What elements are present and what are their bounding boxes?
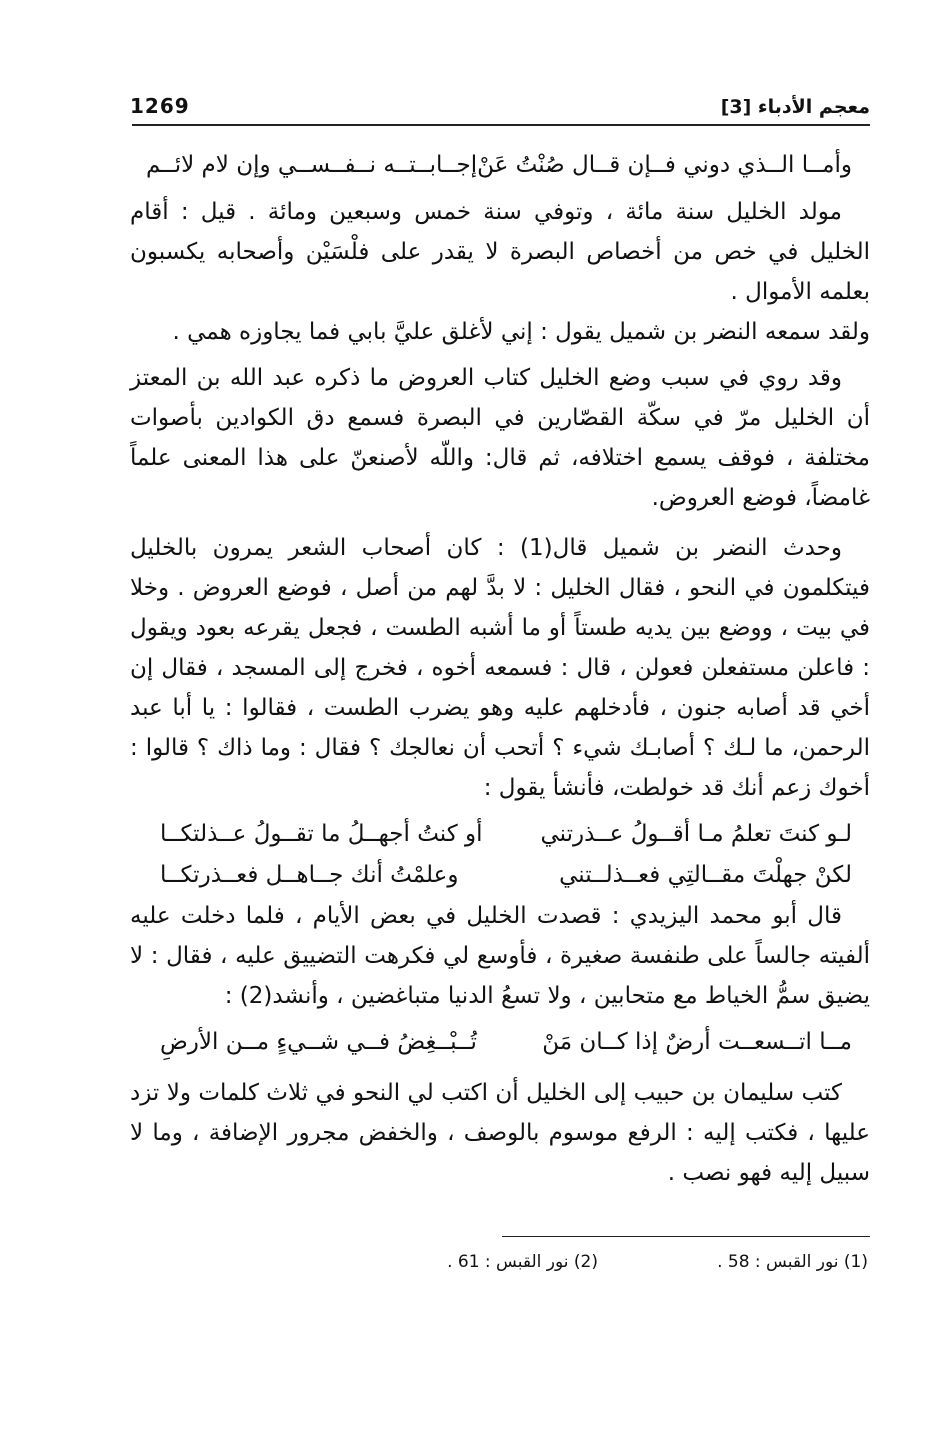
verse-line [130,1022,870,1063]
footnote-2: (2) نور القبس : 61 . [447,1252,598,1272]
paragraph: قال أبو محمد اليزيدي : قصدت الخليل في بعض الأيام ، فلما دخلت عليه ألفيته جالساً على طنفسة صغيرة ، فأوسع لي فكرهت التضييق عليه ، فقال : لا يضيق سمُّ الخياط مع متحابين ، ولا تسعُ الدنيا متباغضين ، وأنشد(2) : [130,903,870,1009]
verse-left-hemistich: وعلمْتُ أنك جــاهــل فعــذرتكــا [160,862,459,888]
verse-right-hemistich: لكنْ جهلْتَ مقــالتِي فعــذلــتني [559,862,852,888]
verse-left-hemistich: تُــبْــغِضُ فــي شــيءٍ مــن الأرضِ [160,1029,477,1055]
verse-right-hemistich: لـو كنتَ تعلمُ مـا أقــولُ عــذرتني [540,821,852,847]
verse-left-hemistich: إجــابــتــه نــفــســي وإن لام لائــم [145,152,478,178]
paragraph: وقد روي في سبب وضع الخليل كتاب العروض ما ذكره عبد الله بن المعتز أن الخليل مرّ في سكّة القصّارين في البصرة فسمع دق الكوادين بأصوات مختلفة ، فوقف يسمع اختلافه، ثم قال: واللّه لأصنعنّ على هذا المعنى علماً غامضاً، فوضع العروض. [130,365,870,511]
footnotes [300,1252,868,1282]
paragraph: مولد الخليل سنة مائة ، وتوفي سنة خمس وسبعين ومائة . قيل : أقام الخليل في خص من أخصاص البصرة لا يقدر على فلْسَيْن وأصحابه يكسبون بعلمه الأموال . [130,199,870,305]
verse-left-hemistich: أو كنتُ أجهــلُ ما تقــولُ عــذلتكــا [160,821,483,847]
verse-right-hemistich: مــا اتــسعــت أرضٌ إذا كــان مَنْ [542,1029,852,1055]
paragraph: وحدث النضر بن شميل قال(1) : كان أصحاب الشعر يمرون بالخليل فيتكلمون في النحو ، فقال الخليل : لا بدَّ لهم من أصل ، فوضع العروض . وخلا في بيت ، ووضع بين يديه طستاً أو ما أشبه الطست ، فجعل يقرعه بعود ويقول : فاعلن مستفعلن فعولن ، قال : فسمعه أخوه ، فخرج إلى المسجد ، فقال إن أخي قد أصابه جنون ، فأدخلهم عليه وهو يضرب الطست ، فقالوا : يا أبا عبد الرحمن، ما لـك ؟ أصابـك شيء ؟ أتحب أن نعالجك ؟ فقال : وما ذاك ؟ قالوا : أخوك زعم أنك قد خولطت، فأنشأ يقول : [130,535,870,801]
page-body [130,145,870,1193]
page-header [130,90,870,120]
verse-line [130,145,870,186]
verse-right-hemistich: وأمــا الــذي دوني فــإن قــال صُنْتُ عَنْ [477,152,852,178]
running-title: معجم الأدباء [3] [720,96,870,118]
footnote-divider [502,1236,870,1237]
paragraph: ولقد سمعه النضر بن شميل يقول : إني لأغلق عليَّ بابي فما يجاوزه همي . [172,319,870,345]
paragraph: كتب سليمان بن حبيب إلى الخليل أن اكتب لي النحو في ثلاث كلمات ولا تزد عليها ، فكتب إليه : الرفع موسوم بالوصف ، والخفض مجرور الإضافة ، وما لا سبيل إليه فهو نصب . [130,1080,870,1186]
footnote-1: (1) نور القبس : 58 . [717,1252,868,1272]
verse-line [130,855,870,896]
verse-line [130,814,870,855]
page-number: 1269 [130,94,190,118]
header-divider [132,124,870,126]
